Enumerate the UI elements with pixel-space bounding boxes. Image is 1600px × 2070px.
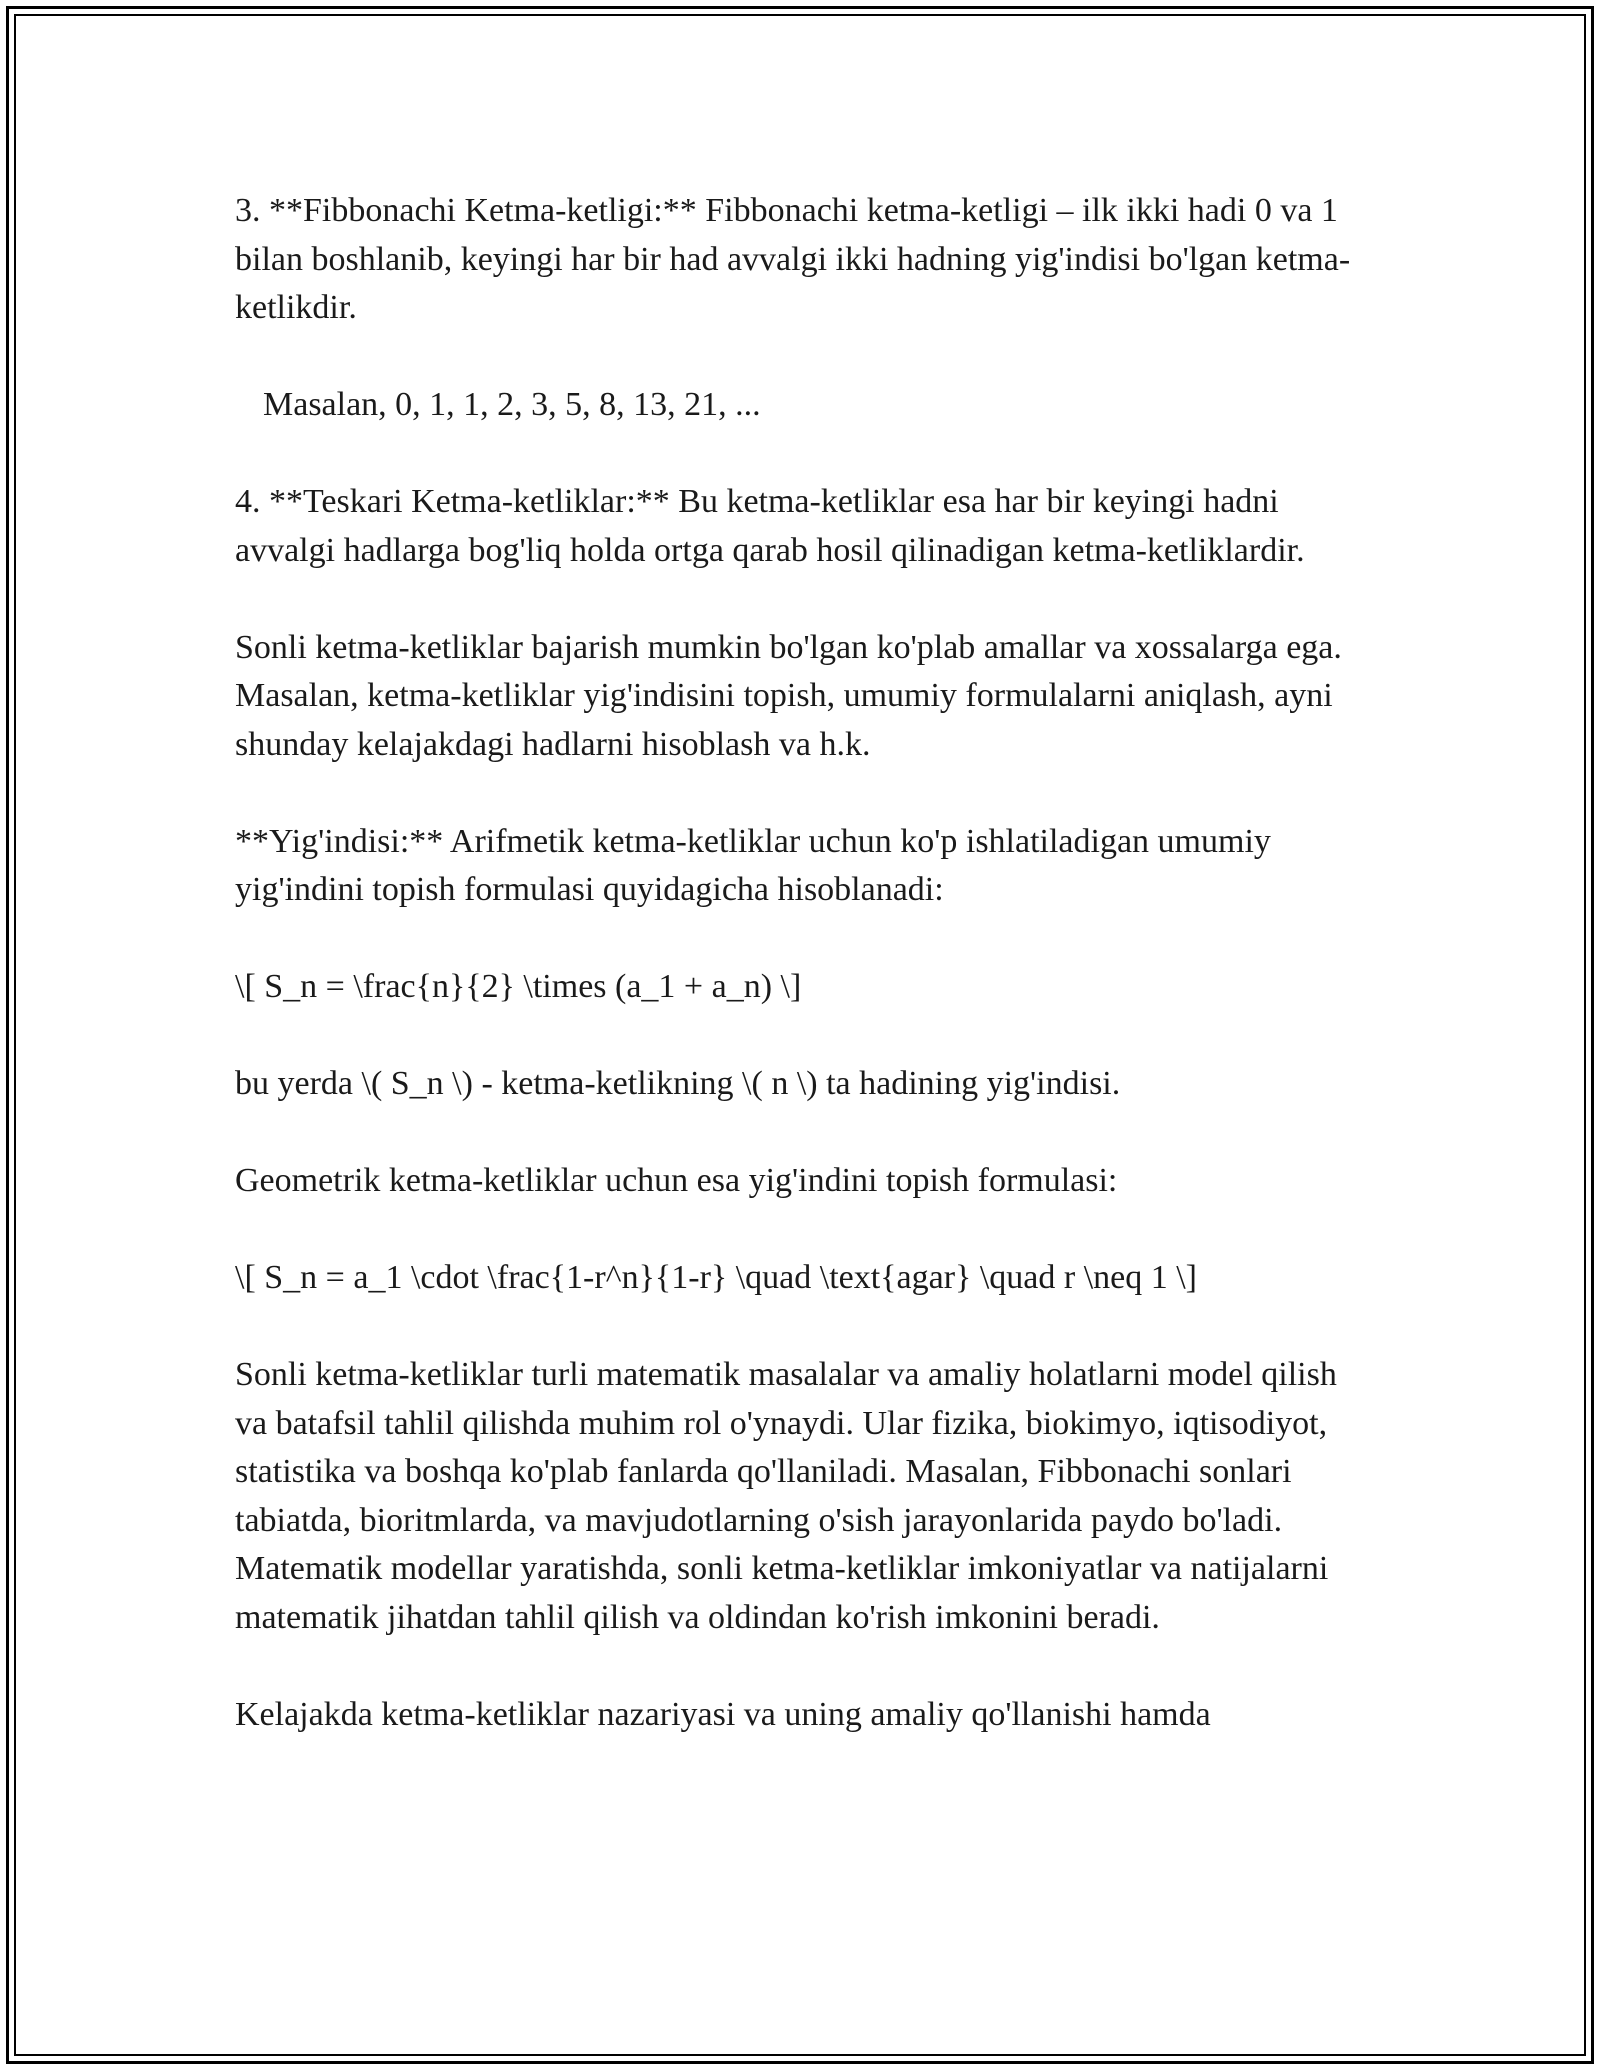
paragraph-geometric-intro: Geometrik ketma-ketliklar uchun esa yig'indini topish formulasi: [235,1162,1118,1199]
paragraph-applications: Sonli ketma-ketliklar turli matematik masalalar va amaliy holatlarni model qilish va batafsil tahlil qilishda muhim rol o'ynaydi. Ular fizika, biokimyo, iqtisodiyot, statistika va boshqa ko'plab fanlarda qo'llaniladi. Masalan, Fibbonachi sonlari tabiatda, bioritmlarda, va mavjudotlarning o'sish jarayonlarida paydo bo'ladi. Matematik modellar yaratishda, sonli ketma-ketliklar imkoniyatlar va natijalarni matematik jihatdan tahlil qilish va oldindan ko'rish imkonini beradi. [235,1356,1346,1636]
paragraph-sum-heading: **Yig'indisi:** Arifmetik ketma-ketliklar uchun ko'p ishlatiladigan umumiy yig'indini topish formulasi quyidagicha hisoblanadi: [235,822,1280,908]
paragraph-fibonacci-sequence: 3. **Fibbonachi Ketma-ketligi:** Fibbonachi ketma-ketligi – ilk ikki hadi 0 va 1 bilan boshlanib, keyingi har bir had avvalgi ikki hadning yig'indisi bo'lgan ketma-ketlikdir. [235,192,1351,326]
formula-geometric-sum: \[ S_n = a_1 \cdot \frac{1-r^n}{1-r} \quad \text{agar} \quad r \neq 1 \] [235,1259,1197,1296]
paragraph-operations: Sonli ketma-ketliklar bajarish mumkin bo'lgan ko'plab amallar va xossalarga ega. Masalan, ketma-ketliklar yig'indisini topish, umumiy formulalarni aniqlash, ayni shunday kelajakdagi hadlarni hisoblash va h.k. [235,628,1351,763]
paragraph-fibonacci-example: Masalan, 0, 1, 1, 2, 3, 5, 8, 13, 21, ... [263,386,761,423]
paragraph-formula-explanation: bu yerda \( S_n \) - ketma-ketlikning \( n \) ta hadining yig'indisi. [235,1065,1121,1102]
formula-arithmetic-sum: \[ S_n = \frac{n}{2} \times (a_1 + a_n) \] [235,968,802,1005]
paragraph-future: Kelajakda ketma-ketliklar nazariyasi va uning amaliy qo'llanishi hamda [235,1695,1211,1733]
document-body [235,187,1375,1739]
paragraph-inverse-sequences: 4. **Teskari Ketma-ketliklar:** Bu ketma-ketliklar esa har bir keyingi hadni avvalgi hadlarga bog'liq holda ortga qarab hosil qilinadigan ketma-ketliklardir. [235,483,1305,569]
